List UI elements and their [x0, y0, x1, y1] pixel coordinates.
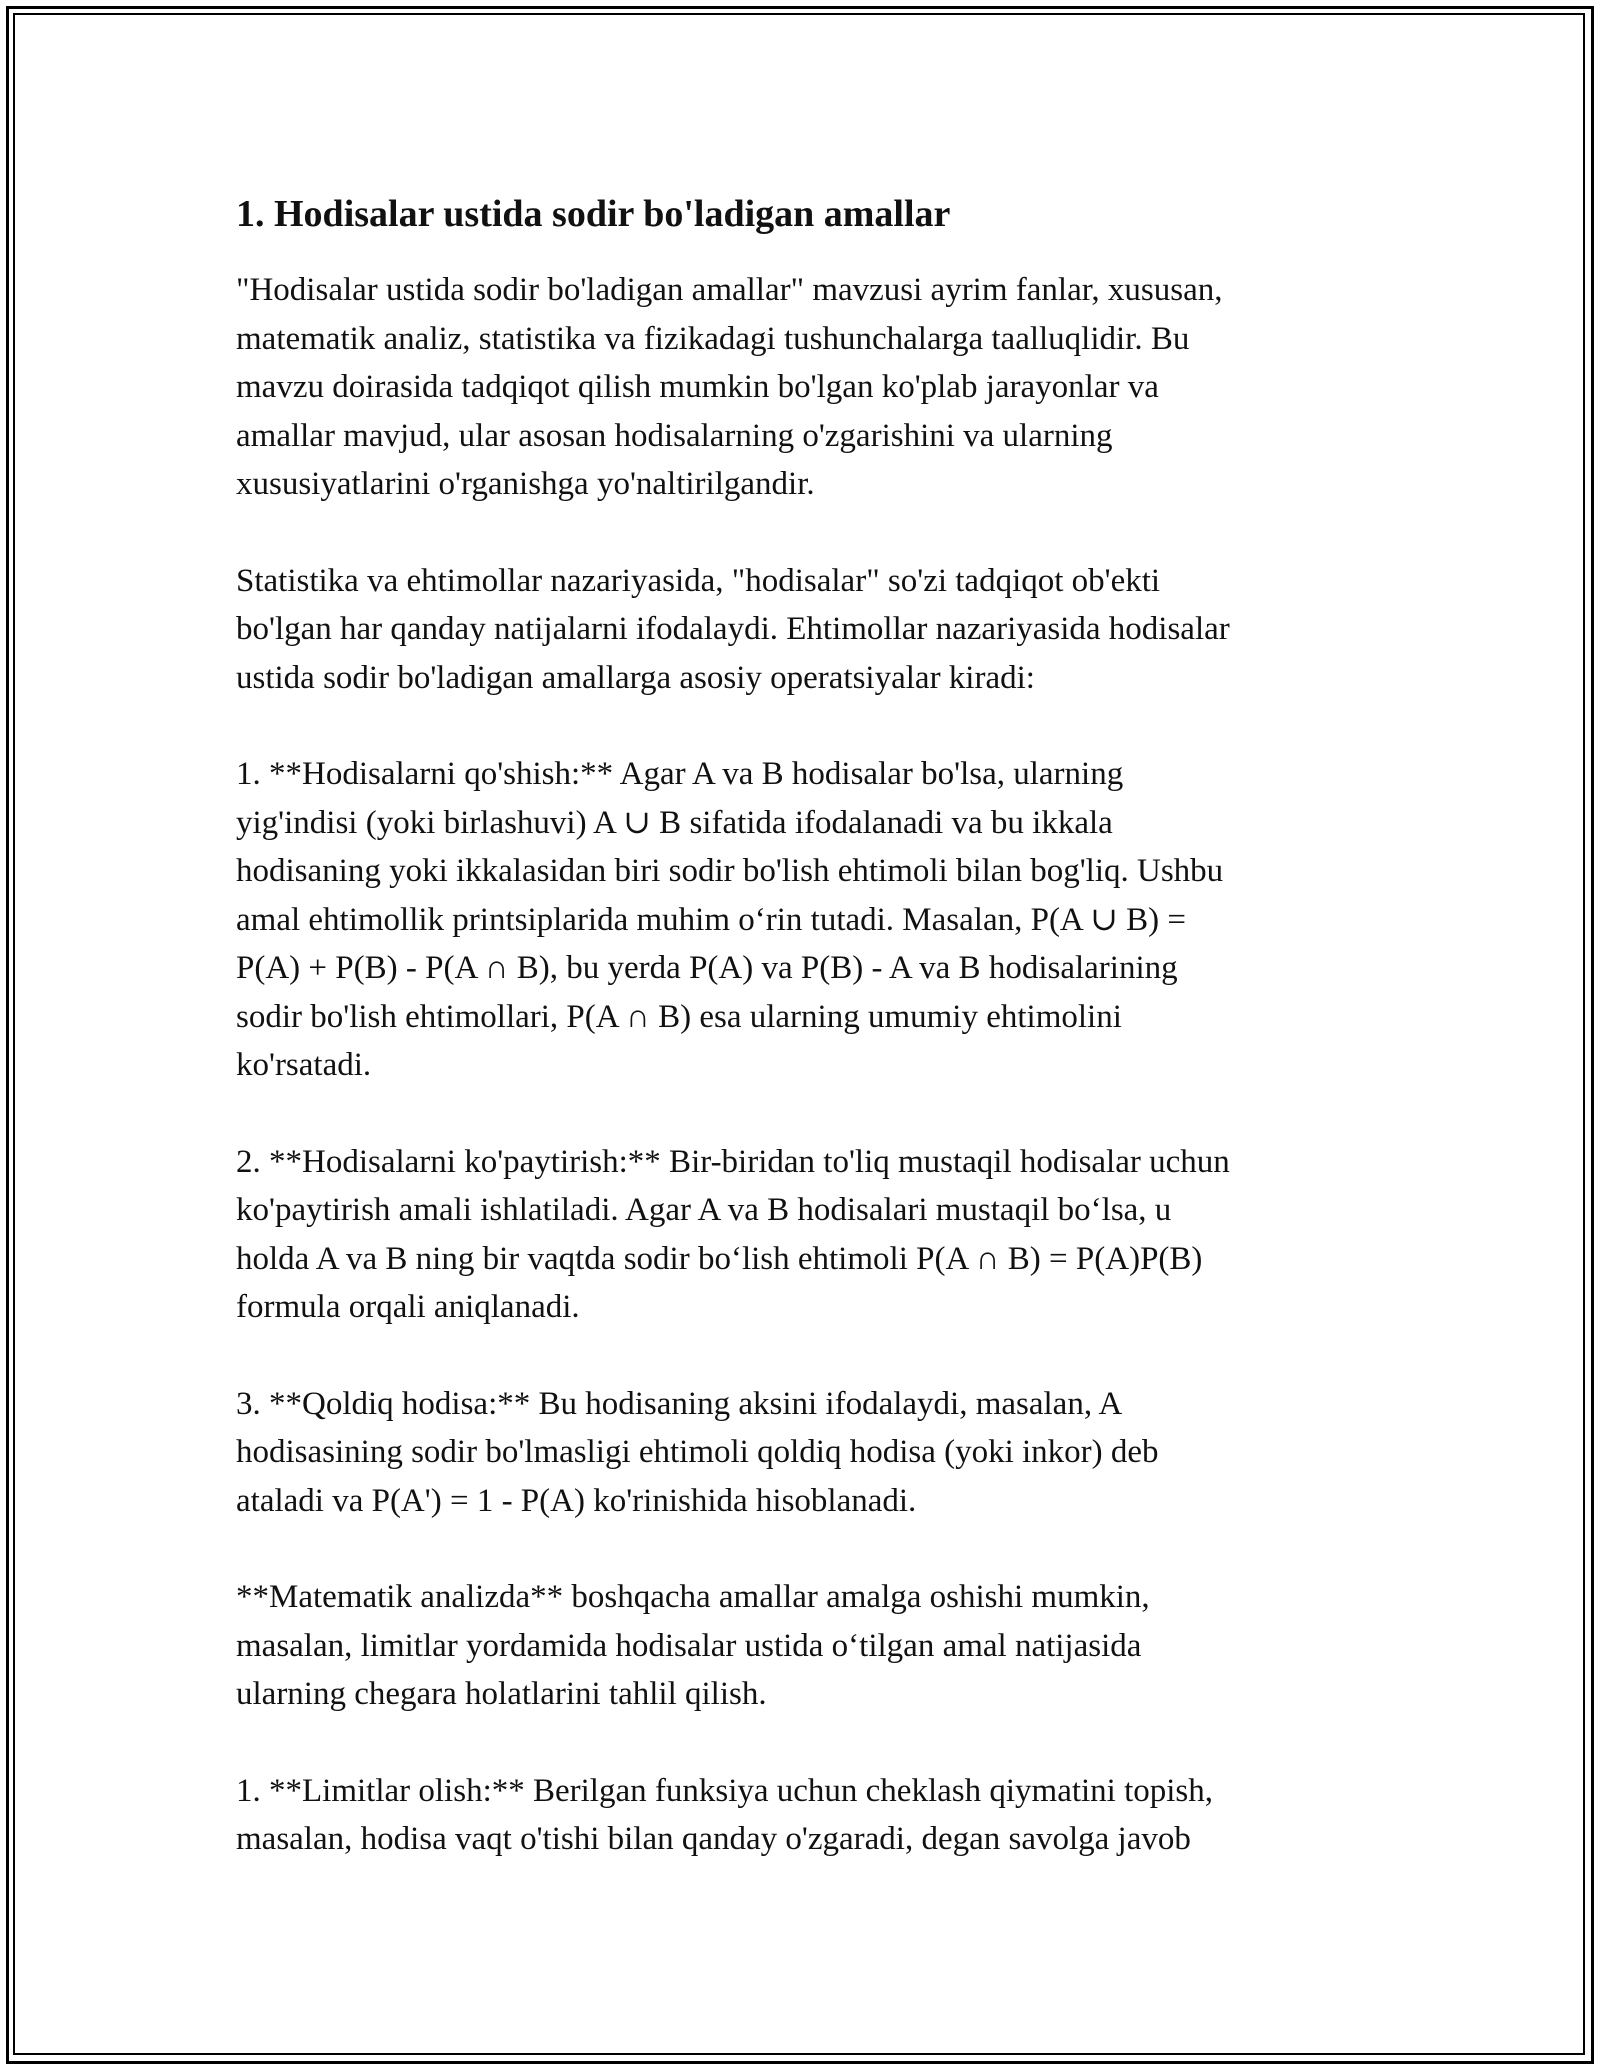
paragraph-limits: 1. **Limitlar olish:** Berilgan funksiya uchun cheklash qiymatini topish, masalan, hodisa vaqt o'tishi bilan qanday o'zgaradi, degan savolga javob — [236, 1772, 1214, 1857]
paragraph-complement: 3. **Qoldiq hodisa:** Bu hodisaning aksini ifodalaydi, masalan, A hodisasining sodir bo'lmasligi ehtimoli qoldiq hodisa (yoki inkor) deb ataladi va P(A') = 1 - P(A) ko'rinishida hisoblanadi. — [236, 1385, 1159, 1519]
paragraph-intro: "Hodisalar ustida sodir bo'ladigan amallar" mavzusi ayrim fanlar, xususan, matematik analiz, statistika va fizikadagi tushunchalarga taalluqlidir. Bu mavzu doirasida tadqiqot qilish mumkin bo'lgan ko'plab jarayonlar va amallar mavjud, ular asosan hodisalarning o'zgarishini va ularning xususiyatlarini o'rganishga yo'naltirilgandir. — [236, 272, 1223, 502]
document-title: 1. Hodisalar ustida sodir bo'ladigan amallar — [236, 193, 951, 235]
paragraph-analysis: **Matematik analizda** boshqacha amallar amalga oshishi mumkin, masalan, limitlar yordamida hodisalar ustida o‘tilgan amal natijasida ularning chegara holatlarini tahlil qilish. — [236, 1579, 1150, 1712]
paragraph-multiplication: 2. **Hodisalarni ko'paytirish:** Bir-biridan to'liq mustaqil hodisalar uchun ko'paytirish amali ishlatiladi. Agar A va B hodisalari mustaqil bo‘lsa, u holda A va B ning bir vaqtda sodir bo‘lish ehtimoli P(A ∩ B) = P(A)P(B) formula orqali aniqlanadi. — [236, 1143, 1230, 1325]
document-body — [236, 184, 1386, 1864]
paragraph-addition: 1. **Hodisalarni qo'shish:** Agar A va B hodisalar bo'lsa, ularning yig'indisi (yoki birlashuvi) A ∪ B sifatida ifodalanadi va bu ikkala hodisaning yoki ikkalasidan biri sodir bo'lish ehtimoli bilan bog'liq. Ushbu amal ehtimollik printsiplarida muhim o‘rin tutadi. Masalan, P(A ∪ B) = P(A) + P(B) - P(A ∩ B), bu yerda P(A) va P(B) - A va B hodisalarining sodir bo'lish ehtimollari, P(A ∩ B) esa ularning umumiy ehtimolini ko'rsatadi. — [236, 756, 1224, 1083]
paragraph-statistics: Statistika va ehtimollar nazariyasida, "hodisalar" so'zi tadqiqot ob'ekti bo'lgan har qanday natijalarni ifodalaydi. Ehtimollar nazariyasida hodisalar ustida sodir bo'ladigan amallarga asosiy operatsiyalar kiradi: — [236, 562, 1230, 696]
